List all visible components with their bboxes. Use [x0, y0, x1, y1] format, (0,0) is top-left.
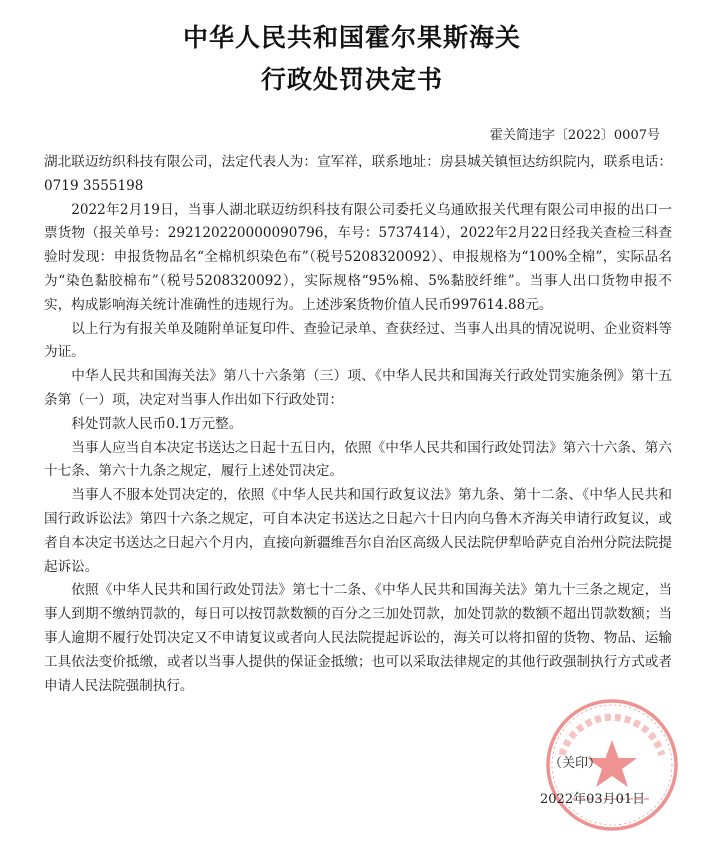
document-title: 中华人民共和国霍尔果斯海关 [182, 23, 521, 52]
appeal-rights-paragraph: 当事人不服本处罚决定的，依照《中华人民共和国行政复议法》第九条、第十二条、《中华人民共和国行政诉讼法》第四十六条之规定，可自本决定书送达之日起六十日内向乌鲁木齐海关申请行政复议，或者自本决定书送达之日起六个月内，直接向新疆维吾尔自治区高级人民法院伊犁哈萨克自治州分院法院提起诉讼。 [44, 487, 672, 575]
document-body [44, 151, 672, 698]
enforcement-paragraph: 依照《中华人民共和国行政处罚法》第七十二条、《中华人民共和国海关法》第九十三条之规定，当事人到期不缴纳罚款的，每日可以按罚款数额的百分之三加处罚款，加处罚款的数额不超出罚款数额；当事人逾期不履行处罚决定又不申请复议或者向人民法院提起诉讼的，海关可以将扣留的货物、物品、运输工具依法变价抵缴，或者以当事人提供的保证金抵缴；也可以采取法律规定的其他行政强制执行方式或者申请人民法院强制执行。 [44, 582, 672, 694]
document-subtitle: 行政处罚决定书 [260, 65, 443, 94]
issue-date: 2022年03月01日 [540, 792, 646, 807]
evidence-paragraph: 以上行为有报关单及随附单证复印件、查验记录单、查获经过、当事人出具的情况说明、企业资料等为证。 [44, 320, 672, 361]
document-number: 霍关简违字〔2022〕0007号 [489, 128, 660, 143]
legal-basis-paragraph: 中华人民共和国海关法》第八十六条第（三）项、《中华人民共和国海关行政处罚实施条例》第十五条第（一）项，决定对当事人作出如下行政处罚： [44, 368, 672, 408]
payment-deadline-paragraph: 当事人应当自本决定书送达之日起十五日内，依照《中华人民共和国行政处罚法》第六十六条、第六十七条、第六十九条之规定，履行上述处罚决定。 [44, 439, 672, 480]
party-info-paragraph: 湖北联迈纺织科技有限公司，法定代表人为：宣军祥，联系地址：房县城关镇恒达纺织院内，联系电话：0719 3555198 [44, 154, 672, 194]
seal-label: （关印） [549, 756, 602, 771]
facts-paragraph: 2022年2月19日，当事人湖北联迈纺织科技有限公司委托义乌通欧报关代理有限公司申报的出口一票货物（报关单号：292120220000090796，车号：5737414），2022年2月22日经我关查检三科查验时发现：申报货物品名“全棉机织染色布”（税号5208320092）、申报规格为“100%全棉”，实际品名为“染色黏胶棉布”（税号5208320092），实际规格“95%棉、5%黏胶纤维”。当事人出口货物申报不实，构成影响海关统计准确性的违规行为。上述涉案货物价值人民币997614.88元。 [44, 201, 672, 313]
penalty-paragraph: 科处罚款人民币0.1万元整。 [71, 415, 243, 432]
